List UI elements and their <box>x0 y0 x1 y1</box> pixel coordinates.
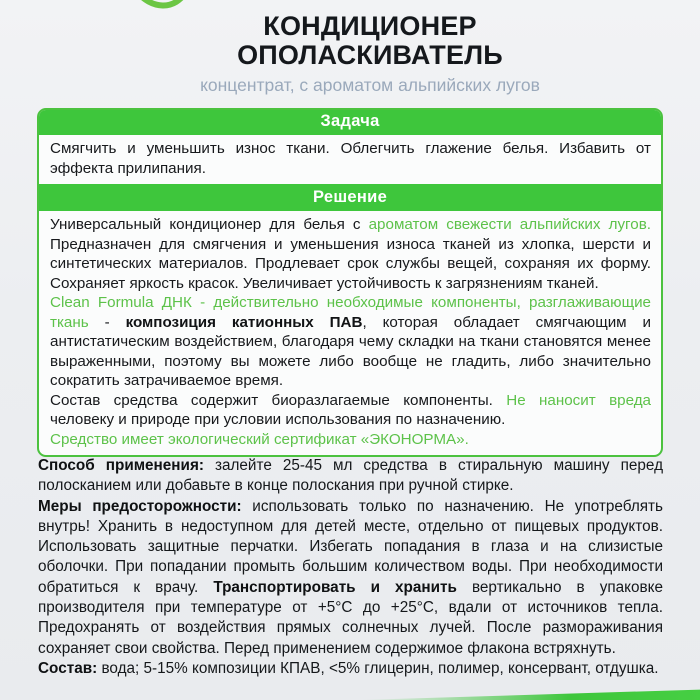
section-body-task <box>39 135 661 184</box>
solution-paragraph <box>50 293 651 391</box>
text-run-green: Clean Formula ДНК - действительно необходимые компоненты, разглаживающие ткань <box>50 294 651 331</box>
text-run-normal: Состав средства содержит биоразлагаемые компоненты. <box>50 391 507 409</box>
section-body-solution <box>39 211 661 455</box>
precaution-instructions <box>38 497 663 659</box>
usage-label: Способ применения: <box>38 457 204 474</box>
product-subtitle: концентрат, с ароматом альпийских лугов <box>200 75 540 95</box>
composition-text: вода; 5-15% композиции КПАВ, <5% глицерин, полимер, консервант, отдушка. <box>97 659 659 677</box>
text-run-normal: , которая обладает смягчающим и антистатическим воздействием, благодаря чему складки на ткани становятся менее выраженными, поэтому вы можете либо вообще не гладить, либо значительно сократить затрачиваемое время. <box>50 313 652 389</box>
precautions-label: Меры предосторожности: <box>38 497 242 515</box>
text-run-bold: композиция катионных ПАВ <box>125 313 363 331</box>
text-run-green: ароматом свежести альпийских лугов. <box>368 216 651 233</box>
solution-paragraph <box>50 391 651 430</box>
product-title-line2: ОПОЛАСКИВАТЕЛЬ <box>237 40 503 70</box>
composition-instructions <box>38 659 663 679</box>
text-run-normal: - <box>88 313 126 331</box>
label-header <box>0 12 700 96</box>
text-run-green: Средство имеет экологический сертификат «ЭКОНОРМА». <box>50 430 469 448</box>
text-run-green: Не наносит вреда <box>506 391 651 409</box>
composition-label: Состав: <box>38 659 98 677</box>
usage-text: залейте 25-45 мл средства в стиральную машину перед полосканием или добавьте в конце полоскания при ручной стирке. <box>38 457 663 495</box>
precautions-text-1: использовать только по назначению. Не употреблять внутрь! Хранить в недоступном для детей месте, отдельно от пищевых продуктов. Использовать защитные перчатки. Избегать попадания в глаза и на слизистые оболочки. При попадании промыть большим количеством воды. При необходимости обратиться к врачу. <box>38 497 664 596</box>
text-run-normal: Предназначен для смягчения и уменьшения износа тканей из хлопка, шерсти и синтетических материалов. Продлевает срок службы вещей, сохраняя их форму. Сохраняет яркость красок. Увеличивает устойчивость к загрязнениям тканей. <box>50 235 651 292</box>
instructions-block <box>38 456 663 679</box>
precautions-text-2: вертикально в упаковке производителя при температуре от +5°C до +25°C, вдали от источников тепла. Предохранять от воздействия прямых солнечных лучей. После размораживания сохраняет свои свойства. Перед применением содержимое флакона встряхнуть. <box>38 578 664 657</box>
highlight-panel <box>37 108 663 457</box>
product-title-line1: КОНДИЦИОНЕР <box>263 11 477 41</box>
usage-instructions <box>38 456 663 497</box>
solution-paragraph <box>50 430 651 450</box>
text-run-normal: человеку и природе при условии использования по назначению. <box>50 411 506 428</box>
text-run-normal: Универсальный кондиционер для белья с <box>50 216 369 233</box>
section-heading-task: Задача <box>37 108 663 135</box>
solution-paragraph <box>50 215 651 293</box>
bottom-green-wedge <box>360 684 700 700</box>
task-text: Смягчить и уменьшить износ ткани. Облегчить глажение белья. Избавить от эффекта прилипания. <box>50 140 651 177</box>
transport-label: Транспортировать и хранить <box>213 578 457 596</box>
section-heading-solution: Решение <box>37 184 663 211</box>
